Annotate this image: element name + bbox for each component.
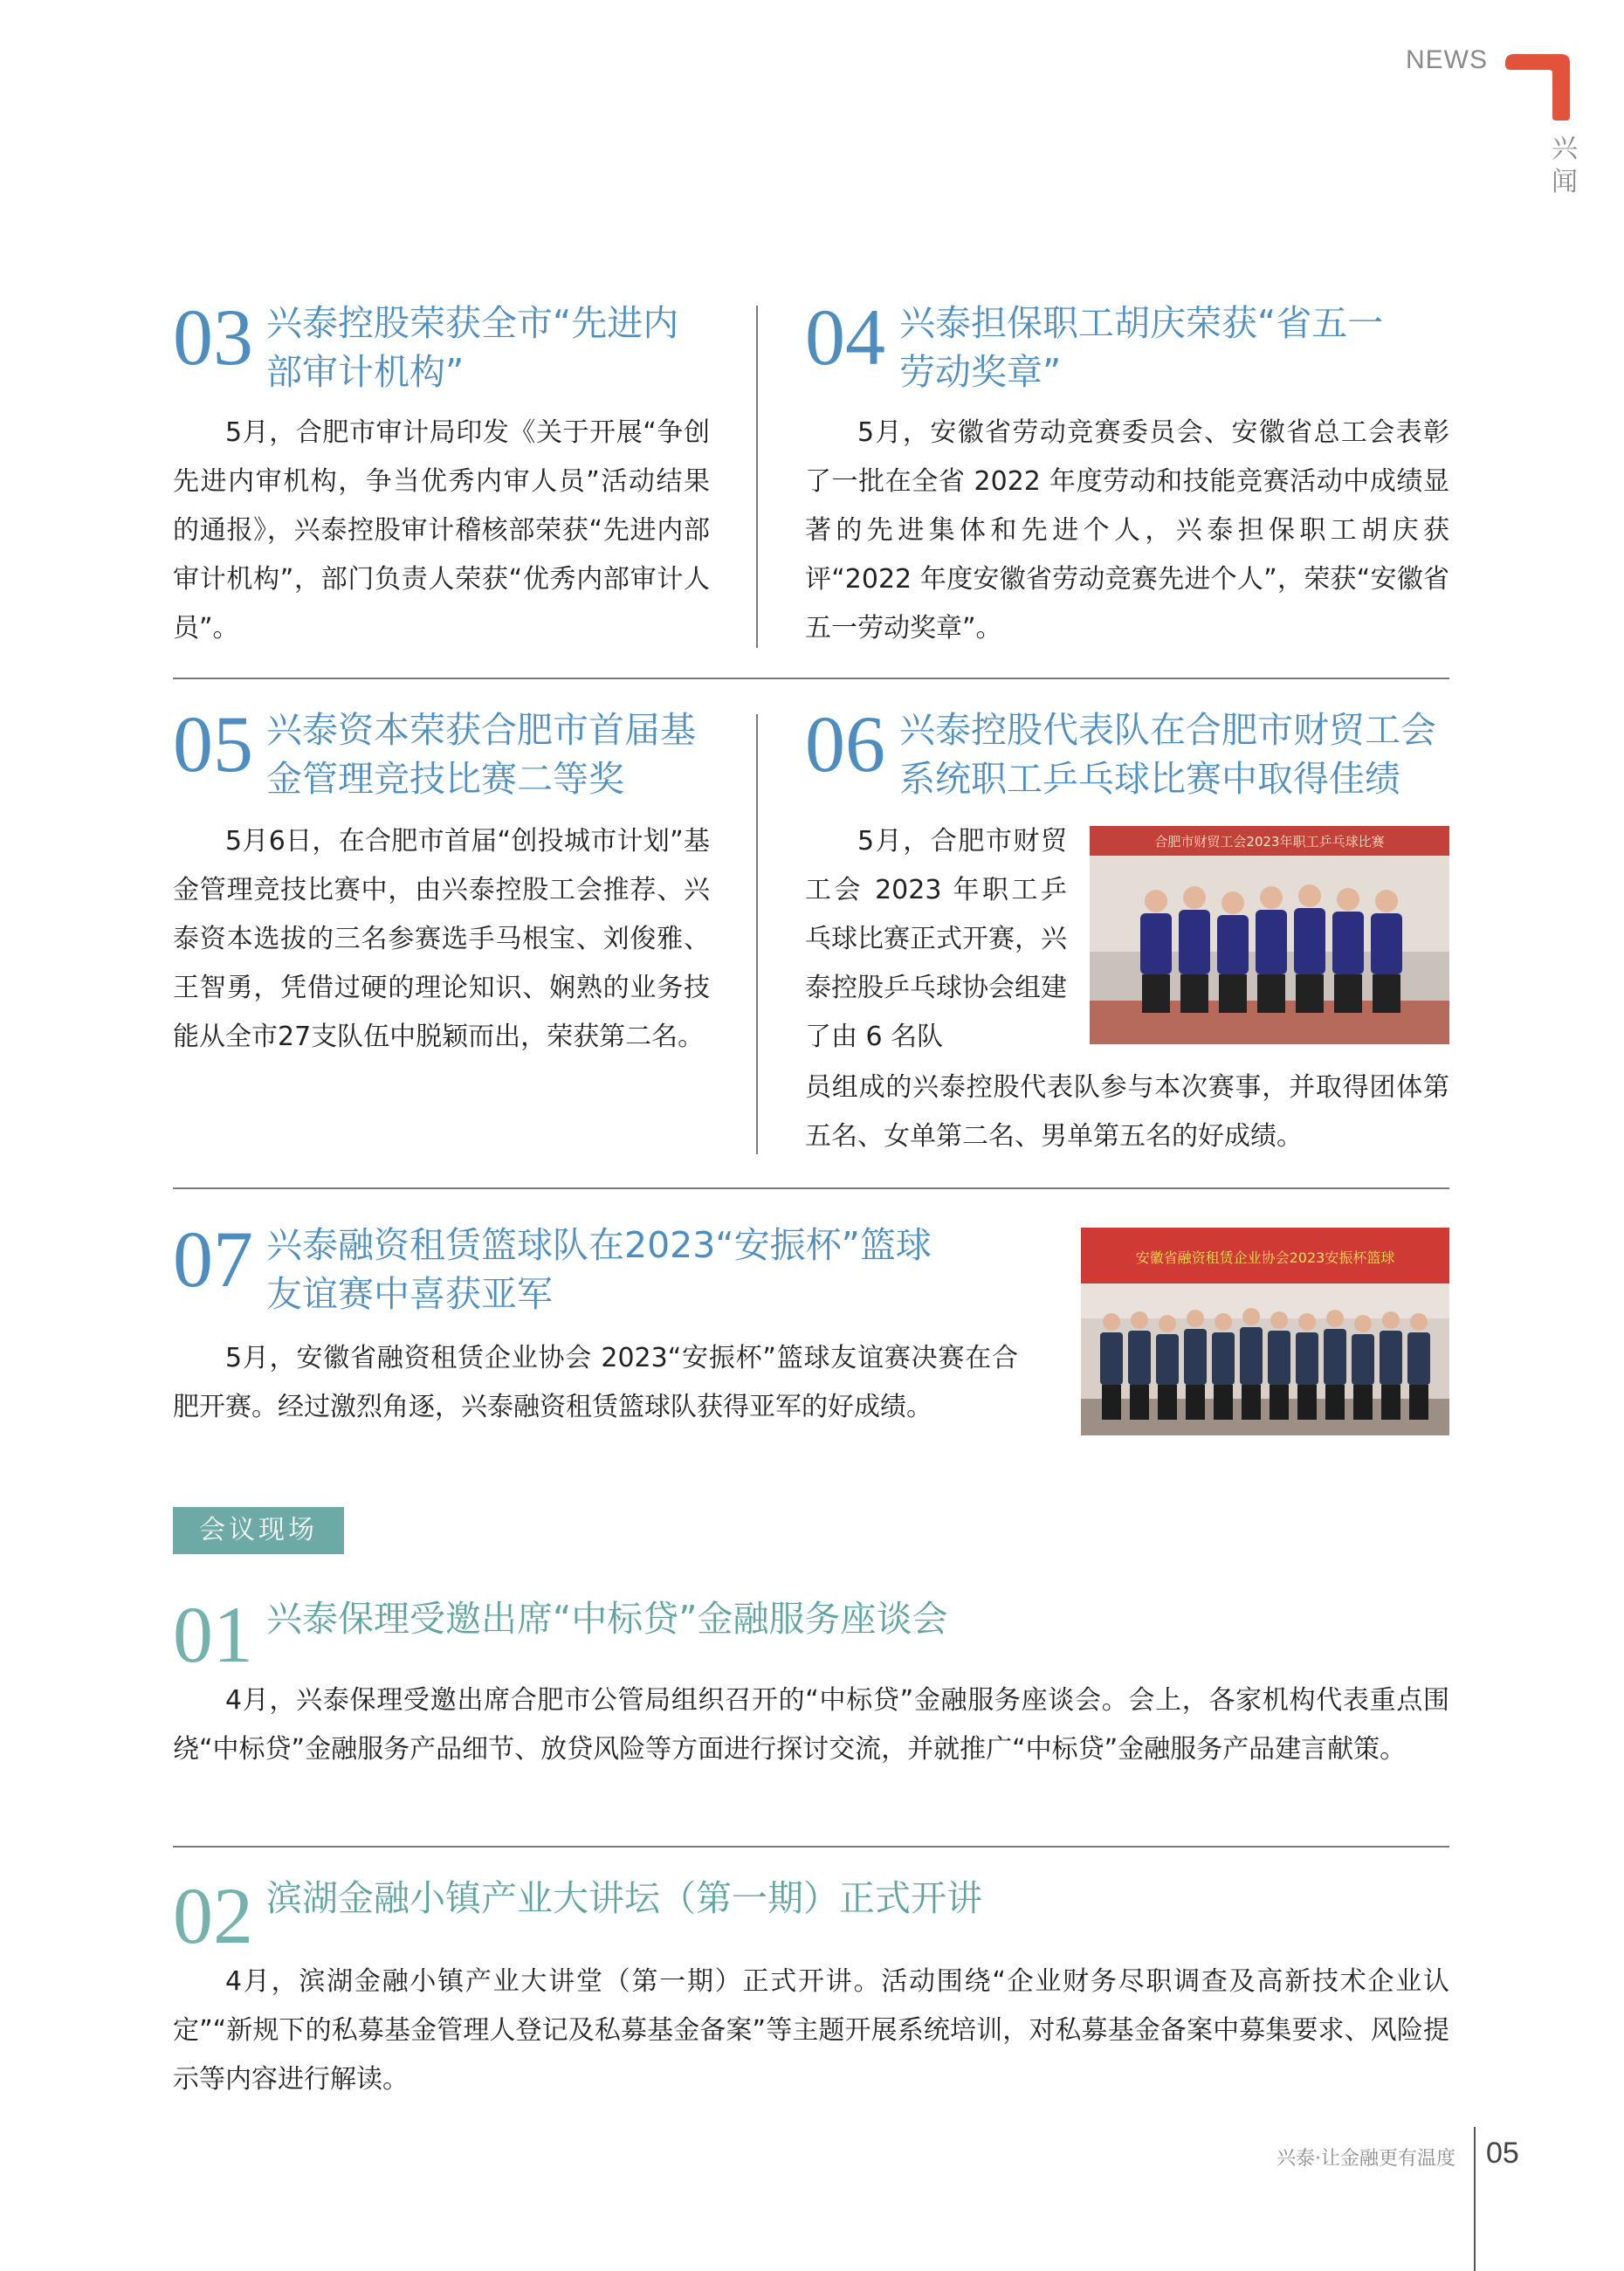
article-body-continued: 员组成的兴泰控股代表队参与本次赛事，并取得团体第五名、女单第二名、男单第五名的好成绩。 — [805, 1072, 1449, 1152]
section-tag: 会议现场 — [173, 1507, 344, 1554]
meeting-number: 02 — [173, 1871, 253, 1960]
column-divider — [756, 714, 758, 1154]
section-rule — [173, 1187, 1449, 1189]
article-body: 5月，安徽省融资租赁企业协会 2023“安振杯”篮球友谊赛决赛在合肥开赛。经过激烈角逐，兴泰融资租赁篮球队获得亚军的好成绩。 — [173, 1343, 1018, 1422]
article-number: 04 — [805, 292, 885, 382]
article-title: 兴泰融资租赁篮球队在2023“安振杯”篮球 友谊赛中喜获亚军 — [266, 1224, 932, 1315]
meeting-body: 4月，滨湖金融小镇产业大讲堂（第一期）正式开讲。活动围绕“企业财务尽职调查及高新技术企业认定”“新规下的私募基金管理人登记及私募基金备案”等主题开展系统培训，对私募基金备案中募集要求、风险提示等内容进行解读。 — [173, 1966, 1449, 2095]
section-rule — [173, 678, 1449, 679]
table-tennis-team-photo — [1090, 826, 1449, 1044]
svg-text:合肥市财贸工会2023年职工乒乓球比赛: 合肥市财贸工会2023年职工乒乓球比赛 — [1154, 834, 1385, 850]
footer-divider — [1474, 2127, 1476, 2271]
meeting-body: 4月，兴泰保理受邀出席合肥市公管局组织召开的“中标贷”金融服务座谈会。会上，各家机构代表重点围绕“中标贷”金融服务产品细节、放贷风险等方面进行探讨交流，并就推广“中标贷”金融服务产品建言献策。 — [173, 1685, 1449, 1765]
basketball-team-photo — [1081, 1228, 1449, 1435]
article-body: 5月6日，在合肥市首届“创投城市计划”基金管理竞技比赛中，由兴泰控股工会推荐、兴泰资本选拔的三名参赛选手马根宝、刘俊雅、王智勇，凭借过硬的理论知识、娴熟的业务技能从全市27支队伍中脱颖而出，荣获第二名。 — [173, 826, 710, 1052]
article-body: 5月，安徽省劳动竞赛委员会、安徽省总工会表彰了一批在全省 2022 年度劳动和技能竞赛活动中成绩显著的先进集体和先进个人，兴泰担保职工胡庆获评“2022 年度安徽省劳动竞赛先进个人”，荣获“安徽省五一劳动奖章”。 — [805, 417, 1449, 643]
news-label: NEWS — [1406, 45, 1488, 74]
meeting-title: 滨湖金融小镇产业大讲坛（第一期）正式开讲 — [266, 1877, 982, 1919]
article-title: 兴泰资本荣获合肥市首届基 金管理竞技比赛二等奖 — [266, 709, 696, 800]
svg-text:安徽省融资租赁企业协会2023安振杯篮球: 安徽省融资租赁企业协会2023安振杯篮球 — [1135, 1249, 1395, 1266]
article-title: 兴泰担保职工胡庆荣获“省五一 劳动奖章” — [899, 302, 1384, 393]
article-body: 5月，合肥市财贸工会 2023 年职工乒乓球比赛正式开赛，兴泰控股乒乓球协会组建了由 6 名队 — [805, 826, 1067, 1052]
column-divider — [756, 306, 758, 648]
page-number: 05 — [1486, 2137, 1519, 2170]
corner-hook-icon — [1504, 52, 1572, 120]
article-number: 03 — [173, 292, 253, 382]
article-number: 06 — [805, 699, 885, 788]
article-number: 07 — [173, 1215, 253, 1304]
article-number: 05 — [173, 699, 253, 788]
section-rule — [173, 1846, 1449, 1848]
meeting-number: 01 — [173, 1590, 253, 1679]
article-body: 5月，合肥市审计局印发《关于开展“争创先进内审机构，争当优秀内审人员”活动结果的通报》，兴泰控股审计稽核部荣获“先进内部审计机构”，部门负责人荣获“优秀内部审计人员”。 — [173, 417, 710, 643]
footer-slogan: 兴泰·让金融更有温度 — [1276, 2148, 1455, 2170]
article-title: 兴泰控股代表队在合肥市财贸工会 系统职工乒乓球比赛中取得佳绩 — [899, 709, 1436, 800]
vertical-section-title: 兴 闻 — [1552, 134, 1578, 197]
meeting-title: 兴泰保理受邀出席“中标贷”金融服务座谈会 — [266, 1598, 948, 1640]
article-title: 兴泰控股荣获全市“先进内 部审计机构” — [266, 302, 679, 393]
